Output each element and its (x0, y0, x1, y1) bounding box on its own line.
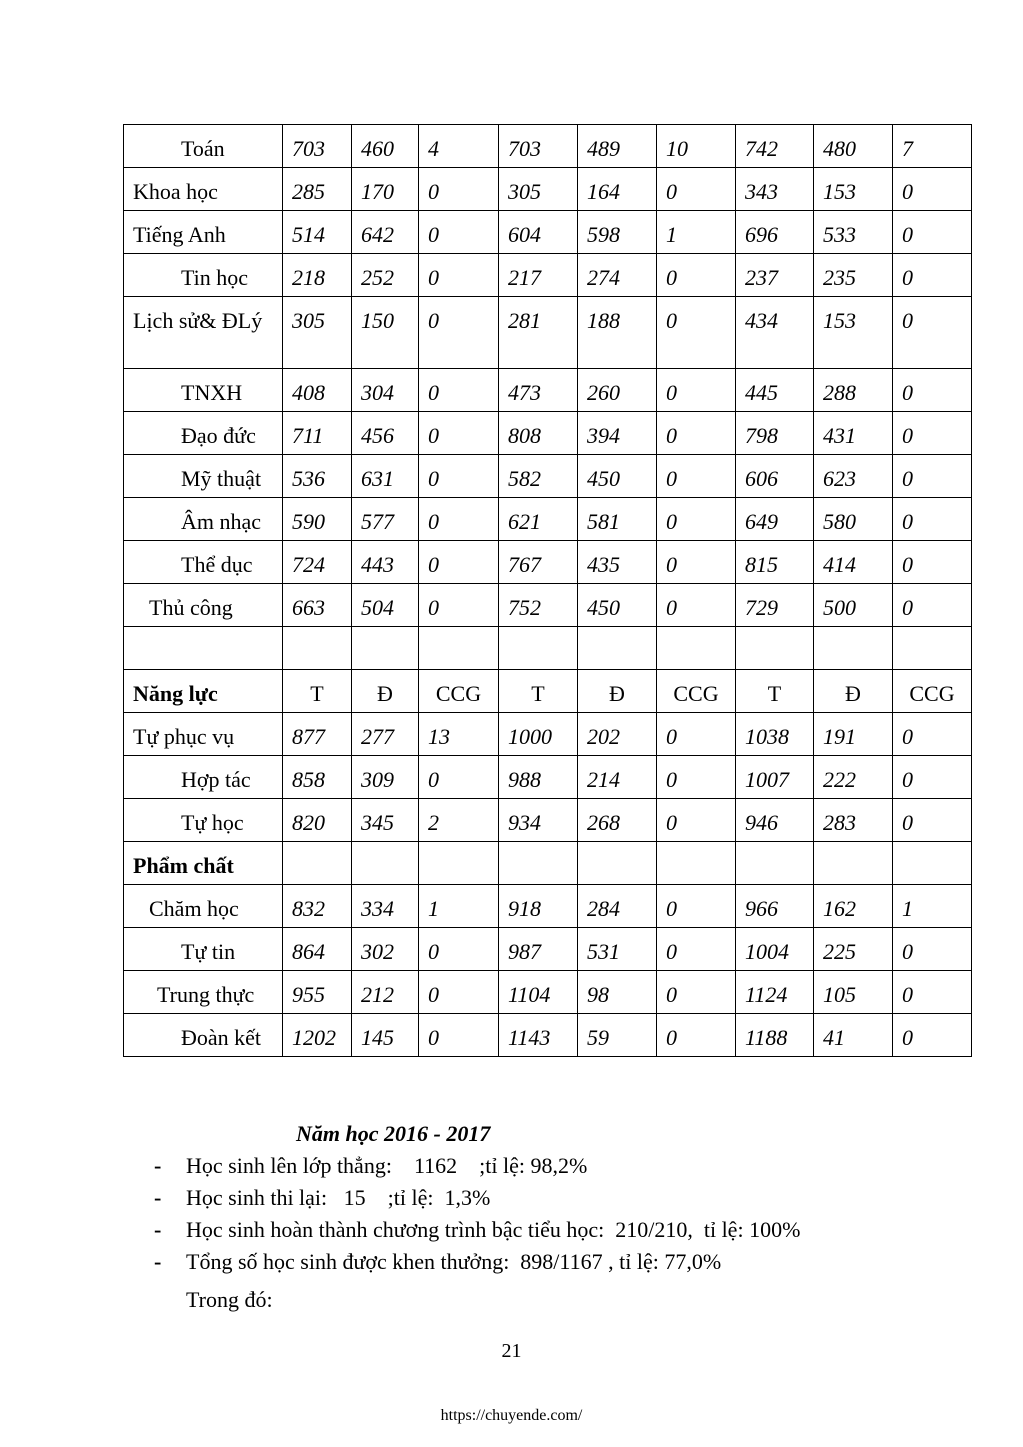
table-cell: 434 (736, 297, 814, 369)
table-cell: 2 (419, 799, 499, 842)
table-cell: 260 (578, 369, 657, 412)
table-cell: 285 (283, 168, 352, 211)
table-cell (814, 627, 893, 670)
table-cell: 10 (657, 125, 736, 168)
table-cell: 305 (499, 168, 578, 211)
table-cell: 0 (419, 455, 499, 498)
bullet-text: Học sinh thi lại: 15 ;tỉ lệ: 1,3% (186, 1185, 491, 1210)
table-cell: 858 (283, 756, 352, 799)
bullet-dash: - (154, 1153, 162, 1178)
bullet-text: Tổng số học sinh được khen thưởng: 898/1167 , tỉ lệ: 77,0% (186, 1249, 722, 1274)
results-table (123, 124, 972, 1057)
table-cell: 1202 (283, 1014, 352, 1057)
table-cell: 0 (419, 412, 499, 455)
table-cell: 217 (499, 254, 578, 297)
table-cell: 934 (499, 799, 578, 842)
table-cell: 832 (283, 885, 352, 928)
table-cell: 145 (352, 1014, 419, 1057)
table-cell: 334 (352, 885, 419, 928)
table-row (124, 799, 972, 842)
table-cell: 0 (657, 498, 736, 541)
table-row (124, 125, 972, 168)
table-cell: 0 (657, 799, 736, 842)
table-cell (419, 627, 499, 670)
table-cell: 214 (578, 756, 657, 799)
table-cell: 191 (814, 713, 893, 756)
table-cell: 456 (352, 412, 419, 455)
table-cell: CCG (893, 670, 972, 713)
table-cell: 0 (893, 211, 972, 254)
table-row (124, 297, 972, 369)
row-label: Tự phục vụ (124, 713, 283, 756)
table-cell: 0 (657, 971, 736, 1014)
table-cell: 309 (352, 756, 419, 799)
table-row (124, 756, 972, 799)
table-cell: 1104 (499, 971, 578, 1014)
row-label: Tự tin (124, 928, 283, 971)
table-row (124, 584, 972, 627)
table-cell: 277 (352, 713, 419, 756)
table-row (124, 211, 972, 254)
table-cell: 703 (499, 125, 578, 168)
row-label: Thể dục (124, 541, 283, 584)
table-cell: 500 (814, 584, 893, 627)
row-label: Mỹ thuật (124, 455, 283, 498)
table-cell: 0 (893, 168, 972, 211)
table-cell (578, 627, 657, 670)
table-cell: Đ (814, 670, 893, 713)
table-cell: 0 (893, 799, 972, 842)
table-cell (283, 627, 352, 670)
table-cell: 202 (578, 713, 657, 756)
table-cell: 237 (736, 254, 814, 297)
table-cell: 170 (352, 168, 419, 211)
table-cell: 0 (893, 254, 972, 297)
table-cell: 41 (814, 1014, 893, 1057)
table-cell: 0 (419, 254, 499, 297)
table-row (124, 928, 972, 971)
table-cell: 212 (352, 971, 419, 1014)
table-cell: 150 (352, 297, 419, 369)
table-cell: 305 (283, 297, 352, 369)
table-cell: 649 (736, 498, 814, 541)
table-cell: 431 (814, 412, 893, 455)
table-cell: 1 (893, 885, 972, 928)
table-cell: 0 (657, 1014, 736, 1057)
row-label: Lịch sử& ĐLý (124, 297, 283, 369)
table-cell: 623 (814, 455, 893, 498)
table-cell: 0 (419, 1014, 499, 1057)
row-label: Khoa học (124, 168, 283, 211)
table-cell: Đ (352, 670, 419, 713)
table-cell: 598 (578, 211, 657, 254)
table-cell: T (499, 670, 578, 713)
table-cell: 0 (419, 756, 499, 799)
table-cell: 0 (657, 584, 736, 627)
row-label: Đoàn kết (124, 1014, 283, 1057)
row-label: Chăm học (124, 885, 283, 928)
table-cell: 621 (499, 498, 578, 541)
table-cell: 1007 (736, 756, 814, 799)
table-cell: 767 (499, 541, 578, 584)
table-cell (893, 627, 972, 670)
table-cell: 0 (419, 541, 499, 584)
table-cell: 0 (657, 455, 736, 498)
table-cell (352, 627, 419, 670)
table-cell: 966 (736, 885, 814, 928)
table-cell: 0 (657, 541, 736, 584)
table-cell: 504 (352, 584, 419, 627)
table-cell: 536 (283, 455, 352, 498)
table-cell: 235 (814, 254, 893, 297)
table-cell: 1 (657, 211, 736, 254)
table-row (124, 1014, 972, 1057)
table-cell: 0 (657, 885, 736, 928)
table-cell: 0 (893, 756, 972, 799)
table-cell: 0 (419, 297, 499, 369)
row-label: Đạo đức (124, 412, 283, 455)
table-cell: 729 (736, 584, 814, 627)
row-label: Năng lực (124, 670, 283, 713)
row-label: Tiếng Anh (124, 211, 283, 254)
table-row (124, 412, 972, 455)
table-cell: 606 (736, 455, 814, 498)
table-cell: 153 (814, 297, 893, 369)
row-label: Toán (124, 125, 283, 168)
table-cell: 489 (578, 125, 657, 168)
table-cell: 820 (283, 799, 352, 842)
table-cell: 450 (578, 455, 657, 498)
table-cell: 98 (578, 971, 657, 1014)
table-cell: 281 (499, 297, 578, 369)
table-cell (419, 842, 499, 885)
table-cell: 473 (499, 369, 578, 412)
table-cell: 283 (814, 799, 893, 842)
row-label: Phẩm chất (124, 842, 283, 885)
table-cell: 580 (814, 498, 893, 541)
table-cell: 1188 (736, 1014, 814, 1057)
table-cell (352, 842, 419, 885)
table-cell: 696 (736, 211, 814, 254)
row-label: Trung thực (124, 971, 283, 1014)
table-cell (499, 842, 578, 885)
table-cell: 0 (419, 369, 499, 412)
table-cell: 703 (283, 125, 352, 168)
year-heading: Năm học 2016 - 2017 (296, 1121, 491, 1146)
table-cell: 13 (419, 713, 499, 756)
table-cell: 218 (283, 254, 352, 297)
table-cell: 581 (578, 498, 657, 541)
table-cell: 343 (736, 168, 814, 211)
table-cell: 153 (814, 168, 893, 211)
table-cell: 0 (893, 455, 972, 498)
table-cell: 1000 (499, 713, 578, 756)
bullet-item (120, 1246, 920, 1278)
table-row (124, 541, 972, 584)
table-cell: 988 (499, 756, 578, 799)
table-cell: 480 (814, 125, 893, 168)
table-cell: 864 (283, 928, 352, 971)
table-cell: 0 (419, 584, 499, 627)
table-cell: 0 (657, 928, 736, 971)
table-cell: T (736, 670, 814, 713)
table-cell: 0 (893, 541, 972, 584)
footer-url: https://chuyende.com/ (440, 1407, 583, 1424)
table-cell: 604 (499, 211, 578, 254)
table-row (124, 254, 972, 297)
table-cell: 0 (657, 254, 736, 297)
table-cell: 742 (736, 125, 814, 168)
table-cell: 918 (499, 885, 578, 928)
table-row (124, 713, 972, 756)
bullet-list (120, 1150, 920, 1278)
table-cell: 590 (283, 498, 352, 541)
table-cell: 0 (657, 168, 736, 211)
table-cell (893, 842, 972, 885)
row-label: TNXH (124, 369, 283, 412)
table-cell: 1 (419, 885, 499, 928)
table-cell: 0 (893, 584, 972, 627)
table-cell: 877 (283, 713, 352, 756)
table-cell: 533 (814, 211, 893, 254)
table-cell: 443 (352, 541, 419, 584)
bullet-item (120, 1182, 920, 1214)
table-cell: 268 (578, 799, 657, 842)
table-cell: 1038 (736, 713, 814, 756)
table-cell: 0 (657, 713, 736, 756)
table-cell: 445 (736, 369, 814, 412)
row-label: Tự học (124, 799, 283, 842)
table-cell: 987 (499, 928, 578, 971)
results-table-body (124, 125, 972, 1057)
table-row (124, 168, 972, 211)
table-cell: 304 (352, 369, 419, 412)
table-cell: 946 (736, 799, 814, 842)
table-cell: 7 (893, 125, 972, 168)
table-row-header (124, 842, 972, 885)
table-cell: 0 (419, 168, 499, 211)
table-row (124, 971, 972, 1014)
table-cell: 0 (657, 369, 736, 412)
table-cell: 408 (283, 369, 352, 412)
trailing-text: Trong đó: (186, 1287, 273, 1312)
page-number: 21 (501, 1340, 522, 1362)
table-cell: 815 (736, 541, 814, 584)
empty-row (124, 627, 972, 670)
table-cell: 1004 (736, 928, 814, 971)
table-cell: 0 (893, 498, 972, 541)
table-cell: 252 (352, 254, 419, 297)
year-summary (120, 1118, 920, 1316)
table-cell: 0 (893, 713, 972, 756)
table-cell: 164 (578, 168, 657, 211)
table-cell: 582 (499, 455, 578, 498)
bullet-dash: - (154, 1185, 162, 1210)
bullet-text: Học sinh hoàn thành chương trình bậc tiểu học: 210/210, tỉ lệ: 100% (186, 1217, 801, 1242)
table-cell: 808 (499, 412, 578, 455)
bullet-dash: - (154, 1217, 162, 1242)
table-cell: 105 (814, 971, 893, 1014)
table-cell: 577 (352, 498, 419, 541)
table-cell: 663 (283, 584, 352, 627)
table-cell: 1124 (736, 971, 814, 1014)
table-cell (736, 842, 814, 885)
table-cell (814, 842, 893, 885)
table-cell: 0 (893, 928, 972, 971)
table-cell (283, 842, 352, 885)
table-cell (657, 627, 736, 670)
row-label: Âm nhạc (124, 498, 283, 541)
table-row (124, 885, 972, 928)
table-cell: 0 (893, 412, 972, 455)
table-cell (578, 842, 657, 885)
table-cell: 955 (283, 971, 352, 1014)
table-cell: 0 (657, 412, 736, 455)
table-cell: CCG (657, 670, 736, 713)
table-cell: 0 (419, 928, 499, 971)
table-cell: 59 (578, 1014, 657, 1057)
table-row-header (124, 670, 972, 713)
row-label: Tin học (124, 254, 283, 297)
table-cell: 162 (814, 885, 893, 928)
table-cell: 345 (352, 799, 419, 842)
table-cell: 435 (578, 541, 657, 584)
table-cell: 414 (814, 541, 893, 584)
table-cell: 0 (657, 756, 736, 799)
row-label: Hợp tác (124, 756, 283, 799)
table-cell: 631 (352, 455, 419, 498)
table-cell: 1143 (499, 1014, 578, 1057)
table-cell: 288 (814, 369, 893, 412)
table-cell: 798 (736, 412, 814, 455)
bullet-item (120, 1150, 920, 1182)
table-cell: 0 (419, 211, 499, 254)
table-cell: 274 (578, 254, 657, 297)
table-cell: 284 (578, 885, 657, 928)
table-row (124, 455, 972, 498)
table-row (124, 498, 972, 541)
table-cell: Đ (578, 670, 657, 713)
table-cell: 222 (814, 756, 893, 799)
table-cell: 460 (352, 125, 419, 168)
table-cell: 711 (283, 412, 352, 455)
table-row (124, 369, 972, 412)
table-cell: 531 (578, 928, 657, 971)
table-cell: 302 (352, 928, 419, 971)
row-label: Thủ công (124, 584, 283, 627)
table-cell: 450 (578, 584, 657, 627)
table-cell (499, 627, 578, 670)
table-cell: 0 (419, 498, 499, 541)
table-cell (124, 627, 283, 670)
table-cell: 0 (893, 971, 972, 1014)
bullet-text: Học sinh lên lớp thẳng: 1162 ;tỉ lệ: 98,2% (186, 1153, 588, 1178)
table-cell: 225 (814, 928, 893, 971)
table-cell: 0 (419, 971, 499, 1014)
table-cell: 724 (283, 541, 352, 584)
table-cell (736, 627, 814, 670)
table-cell: 394 (578, 412, 657, 455)
table-cell: 0 (893, 1014, 972, 1057)
table-cell: 752 (499, 584, 578, 627)
bullet-item (120, 1214, 920, 1246)
table-cell: 642 (352, 211, 419, 254)
table-cell: 0 (893, 297, 972, 369)
table-cell: 0 (657, 297, 736, 369)
table-cell: 0 (893, 369, 972, 412)
table-cell: CCG (419, 670, 499, 713)
table-cell: 514 (283, 211, 352, 254)
table-cell: 188 (578, 297, 657, 369)
bullet-dash: - (154, 1249, 162, 1274)
table-cell (657, 842, 736, 885)
table-cell: T (283, 670, 352, 713)
table-cell: 4 (419, 125, 499, 168)
